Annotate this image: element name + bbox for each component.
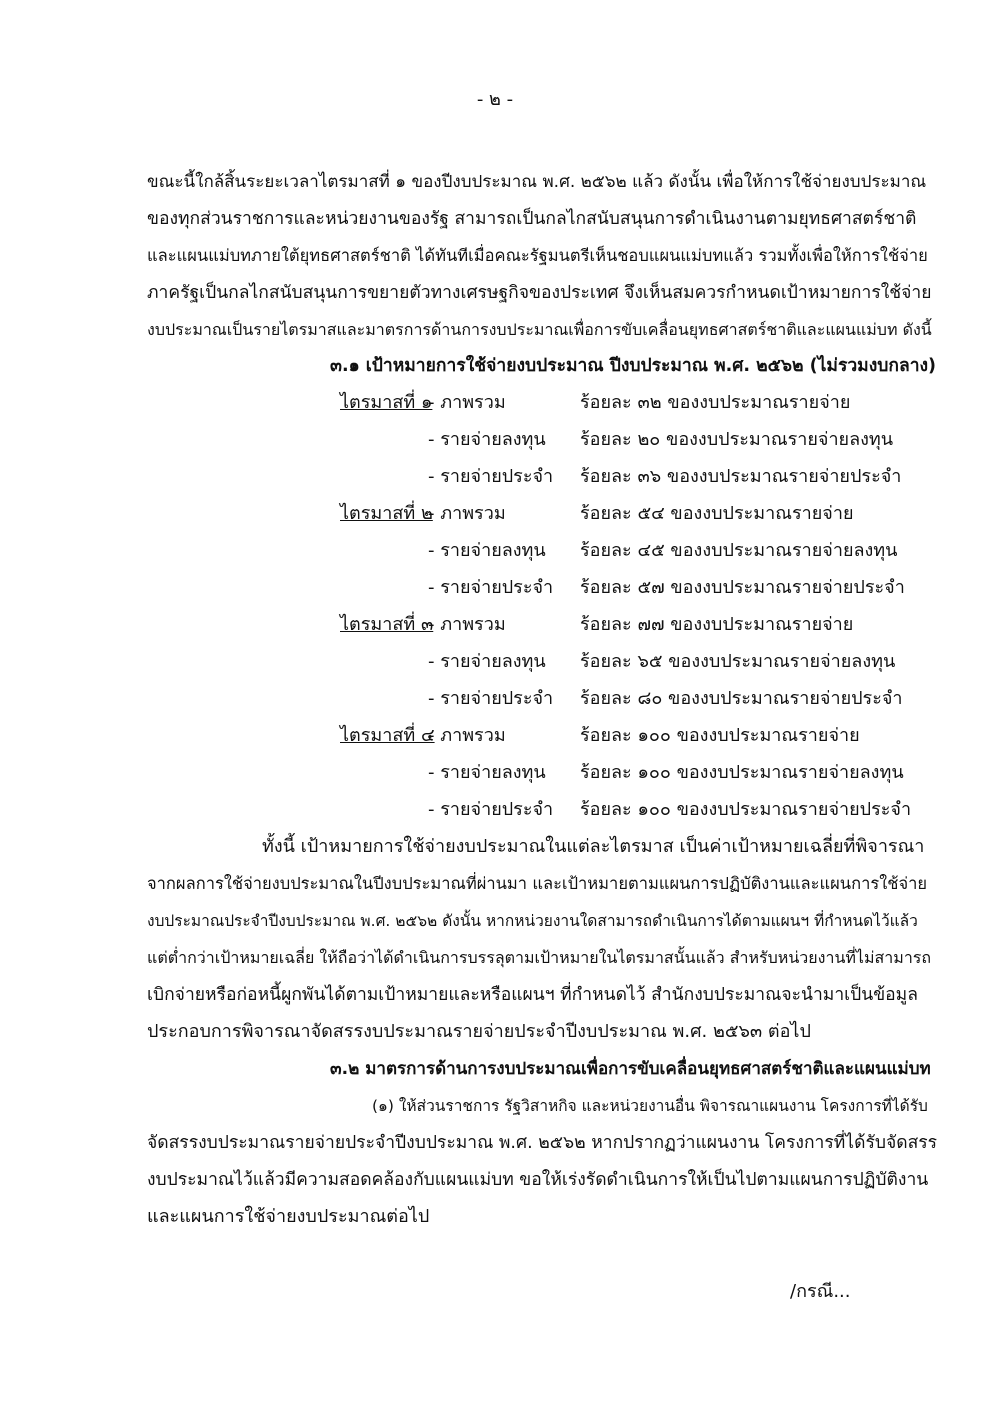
target-item: - ภาพรวม [428, 614, 506, 635]
target-value: ร้อยละ ๑๐๐ ของงบประมาณรายจ่ายประจำ [580, 799, 912, 820]
section-3-2-heading: ๓.๒ มาตรการด้านการงบประมาณเพื่อการขับเคลื่อนยุทธศาสตร์ชาติและแผนแม่บท [330, 1059, 931, 1079]
page-number: - ๒ - [476, 89, 514, 110]
measure-line: จัดสรรงบประมาณรายจ่ายประจำปีงบประมาณ พ.ศ. ๒๕๖๒ หากปรากฏว่าแผนงาน โครงการที่ได้รับจัดสรร [147, 1133, 938, 1153]
target-value: ร้อยละ ๕๗ ของงบประมาณรายจ่ายประจำ [580, 577, 905, 598]
target-item: - รายจ่ายประจำ [428, 688, 554, 709]
note-line: ประกอบการพิจารณาจัดสรรงบประมาณรายจ่ายประจำปีงบประมาณ พ.ศ. ๒๕๖๓ ต่อไป [147, 1021, 811, 1042]
target-value: ร้อยละ ๑๐๐ ของงบประมาณรายจ่ายลงทุน [580, 762, 904, 783]
target-value: ร้อยละ ๕๔ ของงบประมาณรายจ่าย [580, 503, 854, 524]
target-item: - รายจ่ายประจำ [428, 799, 554, 820]
intro-line: งบประมาณเป็นรายไตรมาสและมาตรการด้านการงบประมาณเพื่อการขับเคลื่อนยุทธศาสตร์ชาติและแผนแม่บท ดังนี้ [147, 320, 932, 339]
target-item: - รายจ่ายประจำ [428, 577, 554, 598]
target-item: - ภาพรวม [428, 725, 506, 746]
note-line: แต่ต่ำกว่าเป้าหมายเฉลี่ย ให้ถือว่าได้ดำเนินการบรรลุตามเป้าหมายในไตรมาสนั้นแล้ว สำหรับหน่วยงานที่ไม่สามารถ [147, 948, 932, 967]
section-3-1-heading: ๓.๑ เป้าหมายการใช้จ่ายงบประมาณ ปีงบประมาณ พ.ศ. ๒๕๖๒ (ไม่รวมงบกลาง) [330, 356, 937, 376]
note-line: เบิกจ่ายหรือก่อหนี้ผูกพันได้ตามเป้าหมายและหรือแผนฯ ที่กำหนดไว้ สำนักงบประมาณจะนำมาเป็นข้อมูล [147, 985, 918, 1005]
target-item: - รายจ่ายลงทุน [428, 429, 546, 450]
intro-line: ภาครัฐเป็นกลไกสนับสนุนการขยายตัวทางเศรษฐกิจของประเทศ จึงเห็นสมควรกำหนดเป้าหมายการใช้จ่าย [147, 283, 932, 303]
measure-line: (๑) ให้ส่วนราชการ รัฐวิสาหกิจ และหน่วยงานอื่น พิจารณาแผนงาน โครงการที่ได้รับ [372, 1097, 928, 1115]
target-value: ร้อยละ ๘๐ ของงบประมาณรายจ่ายประจำ [580, 688, 903, 709]
measure-line: และแผนการใช้จ่ายงบประมาณต่อไป [147, 1206, 430, 1227]
target-value: ร้อยละ ๖๕ ของงบประมาณรายจ่ายลงทุน [580, 651, 896, 672]
measure-line: งบประมาณไว้แล้วมีความสอดคล้องกับแผนแม่บท ขอให้เร่งรัดดำเนินการให้เป็นไปตามแผนการปฏิบัติงาน [147, 1170, 929, 1190]
intro-line: และแผนแม่บทภายใต้ยุทธศาสตร์ชาติ ได้ทันทีเมื่อคณะรัฐมนตรีเห็นชอบแผนแม่บทแล้ว รวมทั้งเพื่อให้การใช้จ่าย [147, 246, 928, 265]
quarter-label: ไตรมาสที่ ๔ [340, 725, 435, 746]
quarter-label: ไตรมาสที่ ๒ [340, 503, 433, 524]
target-value: ร้อยละ ๗๗ ของงบประมาณรายจ่าย [580, 614, 854, 635]
quarter-label: ไตรมาสที่ ๑ [340, 392, 433, 413]
target-value: ร้อยละ ๑๐๐ ของงบประมาณรายจ่าย [580, 725, 860, 746]
target-item: - ภาพรวม [428, 392, 506, 413]
continuation-marker: /กรณี... [790, 1281, 851, 1302]
target-value: ร้อยละ ๓๖ ของงบประมาณรายจ่ายประจำ [580, 466, 902, 487]
target-value: ร้อยละ ๔๕ ของงบประมาณรายจ่ายลงทุน [580, 540, 898, 561]
intro-line: ขณะนี้ใกล้สิ้นระยะเวลาไตรมาสที่ ๑ ของปีงบประมาณ พ.ศ. ๒๕๖๒ แล้ว ดังนั้น เพื่อให้การใช้จ่ายงบประมาณ [147, 172, 927, 192]
target-item: - รายจ่ายประจำ [428, 466, 554, 487]
note-line: งบประมาณประจำปีงบประมาณ พ.ศ. ๒๕๖๒ ดังนั้น หากหน่วยงานใดสามารถดำเนินการได้ตามแผนฯ ที่กำหนดไว้แล้ว [147, 912, 918, 930]
note-line: จากผลการใช้จ่ายงบประมาณในปีงบประมาณที่ผ่านมา และเป้าหมายตามแผนการปฏิบัติงานและแผนการใช้จ่าย [147, 874, 928, 893]
quarter-label: ไตรมาสที่ ๓ [340, 614, 434, 635]
target-item: - รายจ่ายลงทุน [428, 540, 546, 561]
target-item: - รายจ่ายลงทุน [428, 762, 546, 783]
target-item: - รายจ่ายลงทุน [428, 651, 546, 672]
note-line: ทั้งนี้ เป้าหมายการใช้จ่ายงบประมาณในแต่ละไตรมาส เป็นค่าเป้าหมายเฉลี่ยที่พิจารณา [262, 836, 925, 857]
intro-line: ของทุกส่วนราชการและหน่วยงานของรัฐ สามารถเป็นกลไกสนับสนุนการดำเนินงานตามยุทธศาสตร์ชาติ [147, 209, 917, 229]
target-value: ร้อยละ ๓๒ ของงบประมาณรายจ่าย [580, 392, 851, 413]
target-value: ร้อยละ ๒๐ ของงบประมาณรายจ่ายลงทุน [580, 429, 894, 450]
target-item: - ภาพรวม [428, 503, 506, 524]
